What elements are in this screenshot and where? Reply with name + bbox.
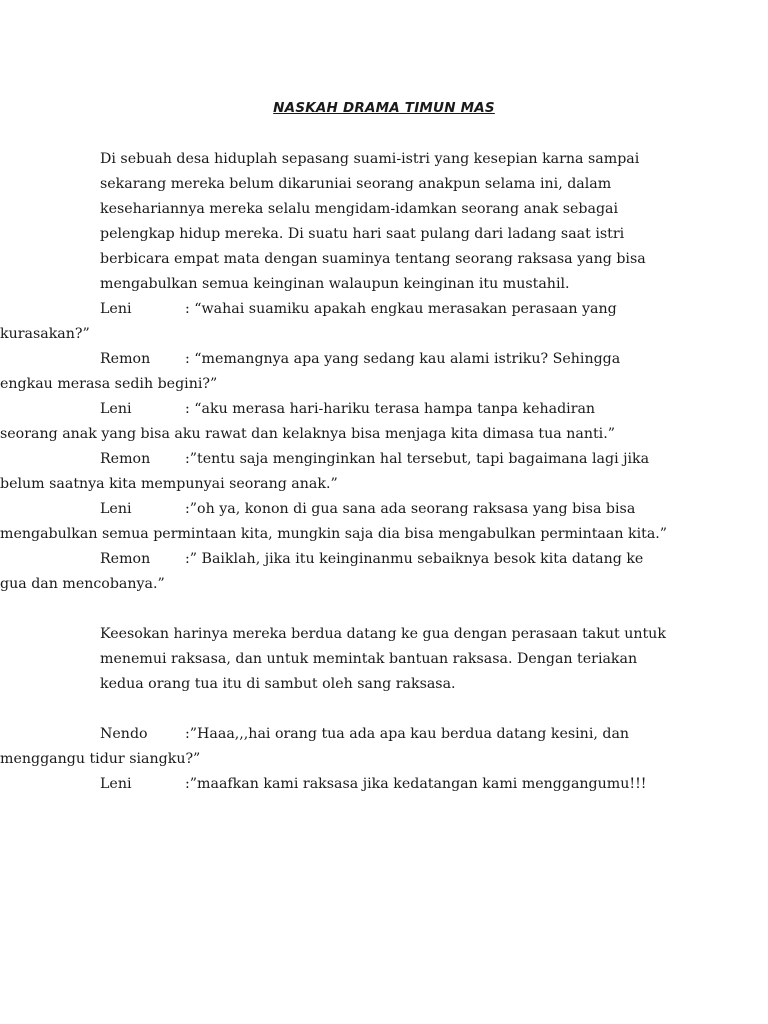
intro-paragraph: Di sebuah desa hiduplah sepasang suami-istri yang kesepian karna sampai sekarang mereka belum dikaruniai seorang anakpun selama ini, dalam kesehariannya mereka selalu mengidam-idamkan seorang anak sebagai pelengkap hidup mereka. Di suatu hari saat pulang dari ladang saat istri berbicara empat mata dengan suaminya tentang seorang raksasa yang bisa mengabulkan semua keinginan walaupun keinginan itu mustahil. — [100, 151, 646, 292]
dialogue-line — [0, 722, 675, 772]
dialogue-text: : “wahai suamiku apakah engkau merasakan perasaan yang — [185, 301, 617, 317]
dialogue-text: : “memangnya apa yang sedang kau alami istriku? Sehingga — [185, 351, 621, 367]
dialogue-line — [0, 447, 675, 497]
dialogue-line — [0, 297, 675, 347]
dialogue-text-continued: kurasakan?” — [0, 326, 90, 342]
dialogue-text-continued: belum saatnya kita mempunyai seorang anak.” — [0, 476, 338, 492]
dialogue-line — [100, 772, 675, 797]
narration-paragraph: Keesokan harinya mereka berdua datang ke gua dengan perasaan takut untuk menemui raksasa, dan untuk memintak bantuan raksasa. Dengan teriakan kedua orang tua itu di sambut oleh sang raksasa. — [100, 626, 666, 692]
dialogue-text-continued: engkau merasa sedih begini?” — [0, 376, 218, 392]
speaker-name: Remon — [100, 451, 151, 467]
paragraph-gap — [100, 697, 675, 722]
dialogue-line — [0, 347, 675, 397]
dialogue-line — [0, 397, 675, 447]
dialogue-block-2 — [0, 722, 675, 797]
document-title: NASKAH DRAMA TIMUN MAS — [273, 100, 495, 116]
dialogue-block-1 — [0, 297, 675, 597]
dialogue-text-continued: menggangu tidur siangku?” — [0, 751, 201, 767]
dialogue-text-continued: mengabulkan semua permintaan kita, mungkin saja dia bisa mengabulkan permintaan kita.” — [0, 526, 668, 542]
dialogue-text: :”oh ya, konon di gua sana ada seorang raksasa yang bisa bisa — [185, 501, 636, 517]
dialogue-text: :”tentu saja menginginkan hal tersebut, tapi bagaimana lagi jika — [185, 451, 650, 467]
dialogue-line — [0, 547, 675, 597]
paragraph-gap — [100, 597, 675, 622]
document-body — [0, 147, 675, 797]
dialogue-line — [0, 497, 675, 547]
speaker-name: Nendo — [100, 726, 148, 742]
speaker-name: Remon — [100, 351, 151, 367]
dialogue-text: :” Baiklah, jika itu keinginanmu sebaiknya besok kita datang ke — [185, 551, 644, 567]
speaker-name: Leni — [100, 501, 132, 517]
speaker-name: Leni — [100, 776, 132, 792]
speaker-name: Leni — [100, 301, 132, 317]
dialogue-text-continued: gua dan mencobanya.” — [0, 576, 165, 592]
speaker-name: Leni — [100, 401, 132, 417]
dialogue-text-continued: seorang anak yang bisa aku rawat dan kelaknya bisa menjaga kita dimasa tua nanti.” — [0, 426, 615, 442]
dialogue-text: : “aku merasa hari-hariku terasa hampa tanpa kehadiran — [185, 401, 596, 417]
dialogue-text: :”Haaa,,,hai orang tua ada apa kau berdua datang kesini, dan — [185, 726, 630, 742]
speaker-name: Remon — [100, 551, 151, 567]
dialogue-text: :”maafkan kami raksasa jika kedatangan kami menggangumu!!! — [185, 776, 647, 792]
